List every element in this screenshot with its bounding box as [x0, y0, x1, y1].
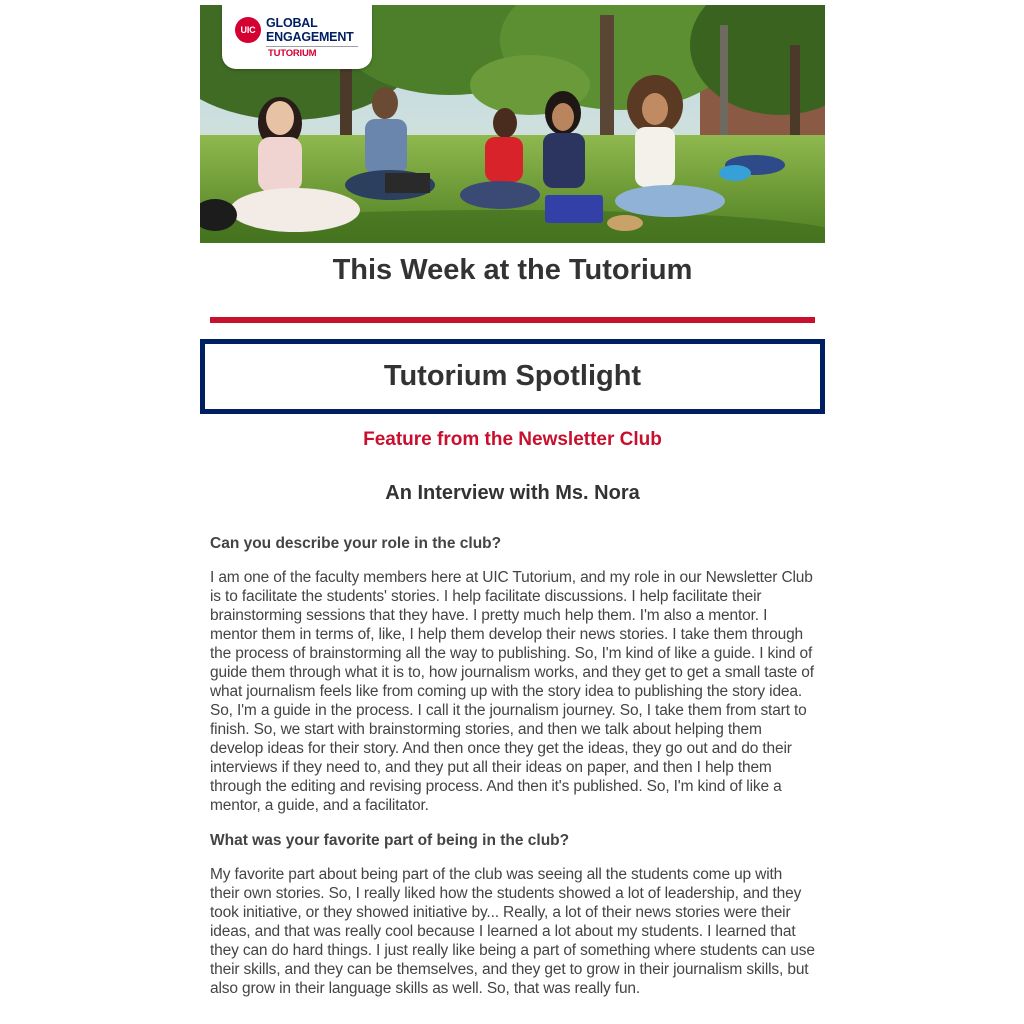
logo-text-engagement: ENGAGEMENT — [266, 30, 354, 44]
page-title: This Week at the Tutorium — [332, 254, 693, 286]
spotlight-title: Tutorium Spotlight — [383, 360, 642, 392]
red-divider — [210, 317, 815, 323]
feature-subtitle: Feature from the Newsletter Club — [363, 429, 662, 450]
interview-title: An Interview with Ms. Nora — [385, 482, 640, 504]
newsletter-container — [200, 5, 825, 1014]
interview-question: Can you describe your role in the club? — [210, 535, 502, 552]
uic-global-engagement-logo — [222, 5, 372, 69]
interview-answer: My favorite part about being part of the club was seeing all the students come up with their own stories. So, I really liked how the students showed a lot of leadership, and they took initiative, or they showed initiative by... Really, a lot of their news stories were their ideas, and that was really cool because I learned a lot about my students. I learned that they can do hard things. I just really like being a part of something where students can use their skills, and they can be themselves, and they get to grow in their journalism skills, but also grow in their language skills as well. So, that was really fun. — [210, 866, 815, 997]
interview-content — [210, 534, 815, 998]
interview-answer: I am one of the faculty members here at UIC Tutorium, and my role in our Newsletter Club is to facilitate the students' stories. I help facilitate discussions. I help facilitate their brainstorming sessions that they have. I pretty much help them. I'm also a mentor. I mentor them in terms of, like, I help them develop their news stories. I take them through the process of brainstorming all the way to publishing. So, I'm kind of like a guide. I kind of guide them through what it is to, how journalism works, and they get to get a small taste of what journalism feels like from coming up with the story idea to publishing the story idea. So, I'm a guide in the process. I call it the journalism journey. So, I take them from start to finish. So, we start with brainstorming stories, and then we talk about helping them develop ideas for their story. And then once they get the ideas, they go out and do their interviews if they need to, and they put all their ideas on paper, and then I help them through the editing and revising process. And then it's published. So, I'm kind of like a mentor, a guide, and a facilitator. — [210, 569, 814, 814]
logo-text-tutorium: TUTORIUM — [268, 48, 317, 59]
uic-logo-circle: UIC — [235, 17, 261, 43]
logo-text-global: GLOBAL — [266, 16, 318, 30]
logo-divider — [266, 46, 358, 47]
hero-image — [200, 5, 825, 243]
interview-question: What was your favorite part of being in the club? — [210, 832, 570, 849]
spotlight-banner — [200, 339, 825, 414]
